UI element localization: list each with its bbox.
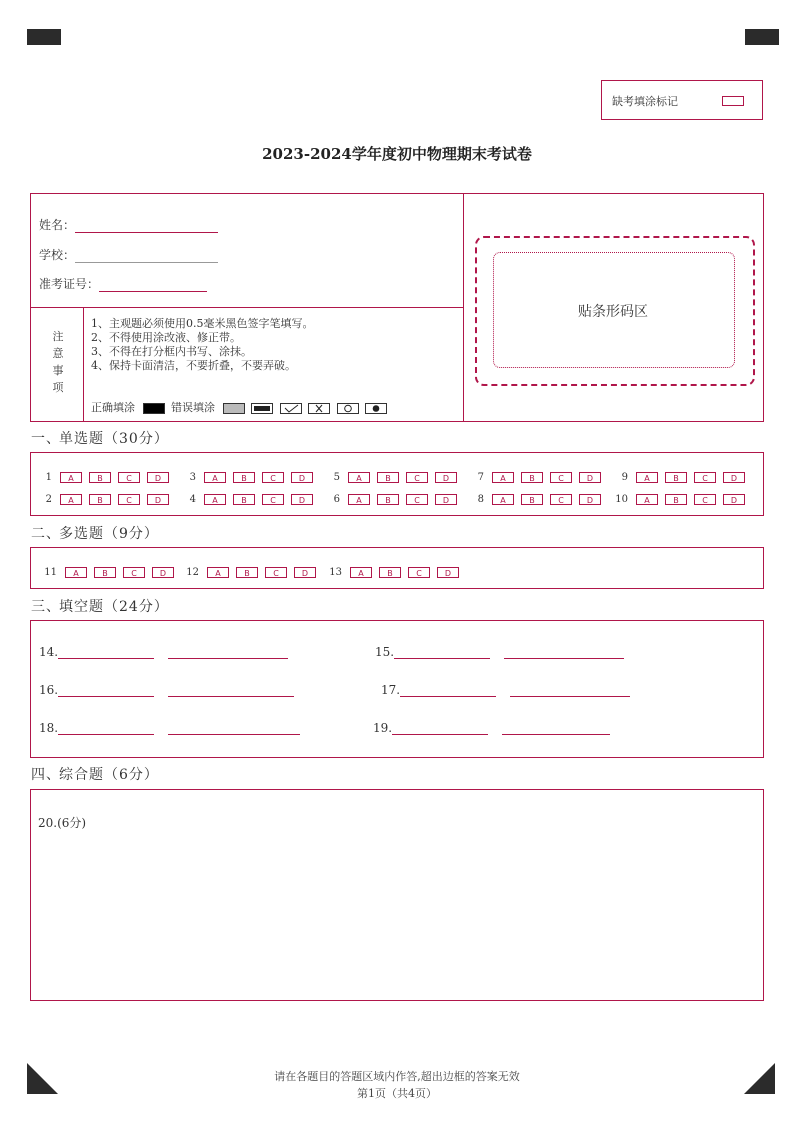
- fill-question: [381, 683, 630, 697]
- option-d[interactable]: D: [723, 494, 745, 505]
- section-multi-title: [31, 523, 159, 543]
- option-c[interactable]: C: [408, 567, 430, 578]
- notice-item: 4、保持卡面清洁，不要折叠，不要弄破。: [91, 359, 296, 372]
- answer-line[interactable]: [168, 646, 288, 659]
- notice-side-char: 注: [52, 330, 64, 343]
- notice-item: 2、不得使用涂改液、修正带。: [91, 331, 241, 344]
- option-a[interactable]: A: [636, 494, 658, 505]
- option-b[interactable]: B: [233, 494, 255, 505]
- question-number: 2: [45, 494, 52, 505]
- option-b[interactable]: B: [665, 494, 687, 505]
- question-number: 3: [189, 472, 196, 483]
- section-fill-label: 填空题（24分）: [59, 599, 169, 615]
- multi-choice-box: [30, 547, 764, 589]
- absent-mark-label: 缺考填涂标记: [612, 95, 678, 108]
- footer-instruction: 请在各题目的答题区域内作答,超出边框的答案无效: [274, 1070, 520, 1083]
- question-row: [44, 489, 176, 508]
- option-b[interactable]: B: [233, 472, 255, 483]
- question-row: [44, 467, 176, 486]
- page-number: 第1页（共4页）: [357, 1087, 437, 1100]
- option-c[interactable]: C: [406, 472, 428, 483]
- option-b[interactable]: B: [521, 494, 543, 505]
- section-single-title: [31, 428, 169, 448]
- fill-question: [39, 683, 294, 697]
- option-b[interactable]: B: [94, 567, 116, 578]
- answer-line[interactable]: [58, 646, 154, 659]
- option-a[interactable]: A: [492, 494, 514, 505]
- option-a[interactable]: A: [492, 472, 514, 483]
- question-row: [332, 467, 464, 486]
- option-b[interactable]: B: [89, 494, 111, 505]
- question-number: 18.: [39, 721, 59, 735]
- question-row: [188, 467, 320, 486]
- answer-line[interactable]: [394, 646, 490, 659]
- option-a[interactable]: A: [636, 472, 658, 483]
- notice-side-divider: [83, 308, 84, 421]
- question-row: [328, 562, 466, 581]
- fill-question: [375, 645, 624, 659]
- question-number: 9: [621, 472, 628, 483]
- answer-line[interactable]: [502, 722, 610, 735]
- section-multi-num: 二、: [31, 526, 61, 542]
- option-b[interactable]: B: [377, 494, 399, 505]
- header-divider-horizontal: [31, 307, 463, 308]
- question-row: [332, 489, 464, 508]
- name-label: 姓名：: [39, 218, 76, 232]
- section-comprehensive-title: [31, 764, 159, 784]
- option-c[interactable]: C: [262, 472, 284, 483]
- question-number: 10: [615, 494, 628, 505]
- wrong-fill-check-sample: [280, 403, 302, 414]
- answer-line[interactable]: [504, 646, 624, 659]
- question-number: 14.: [39, 645, 59, 659]
- comprehensive-answer-box[interactable]: [30, 789, 764, 1001]
- wrong-fill-grey-sample: [223, 403, 245, 414]
- option-d[interactable]: D: [294, 567, 316, 578]
- answer-line[interactable]: [510, 684, 630, 697]
- option-d[interactable]: D: [435, 472, 457, 483]
- question-number: 6: [333, 494, 340, 505]
- notice-side-label: [48, 328, 68, 396]
- option-c[interactable]: C: [118, 472, 140, 483]
- section-single-num: 一、: [31, 431, 61, 447]
- answer-line[interactable]: [58, 684, 154, 697]
- exam-id-label: 准考证号：: [39, 277, 100, 291]
- school-field: [39, 246, 218, 263]
- option-b[interactable]: B: [89, 472, 111, 483]
- answer-line[interactable]: [392, 722, 488, 735]
- option-a[interactable]: A: [348, 494, 370, 505]
- header-info-box: [30, 193, 764, 422]
- wrong-fill-dot-sample: [365, 403, 387, 414]
- option-a[interactable]: A: [65, 567, 87, 578]
- option-b[interactable]: B: [379, 567, 401, 578]
- question-number: 4: [189, 494, 196, 505]
- question-number: 17.: [381, 683, 401, 697]
- option-d[interactable]: D: [147, 472, 169, 483]
- option-c[interactable]: C: [262, 494, 284, 505]
- fill-blank-box: [30, 620, 764, 758]
- section-comprehensive-label: 综合题（6分）: [59, 767, 159, 783]
- option-a[interactable]: A: [204, 472, 226, 483]
- option-a[interactable]: A: [207, 567, 229, 578]
- answer-line[interactable]: [400, 684, 496, 697]
- notice-side-char: 项: [52, 381, 64, 394]
- page-title: 2023-2024学年度初中物理期末考试卷: [262, 145, 532, 163]
- option-d[interactable]: D: [291, 494, 313, 505]
- question-number: 5: [333, 472, 340, 483]
- option-c[interactable]: C: [550, 472, 572, 483]
- answer-line[interactable]: [168, 684, 294, 697]
- question-row: [43, 562, 181, 581]
- question-row: [185, 562, 323, 581]
- question-number: 15.: [375, 645, 395, 659]
- school-line[interactable]: [75, 250, 218, 263]
- option-c[interactable]: C: [123, 567, 145, 578]
- wrong-fill-circle-sample: [337, 403, 359, 414]
- school-label: 学校：: [39, 248, 76, 262]
- option-a[interactable]: A: [60, 472, 82, 483]
- option-d[interactable]: D: [291, 472, 313, 483]
- option-c[interactable]: C: [694, 494, 716, 505]
- corner-mark-top-right: [745, 29, 779, 45]
- correct-fill-sample: [143, 403, 165, 414]
- correct-fill-label: 正确填涂: [91, 401, 135, 414]
- option-a[interactable]: A: [60, 494, 82, 505]
- question-number: 1: [45, 472, 52, 483]
- absent-mark-box: [601, 80, 763, 120]
- notice-side-char: 事: [52, 364, 64, 377]
- option-a[interactable]: A: [350, 567, 372, 578]
- question-number: 8: [477, 494, 484, 505]
- option-b[interactable]: B: [521, 472, 543, 483]
- corner-mark-top-left: [27, 29, 61, 45]
- question-number: 20.(6分): [38, 816, 87, 830]
- option-d[interactable]: D: [579, 472, 601, 483]
- question-number: 7: [477, 472, 484, 483]
- option-c[interactable]: C: [694, 472, 716, 483]
- barcode-label: 贴条形码区: [578, 304, 648, 320]
- option-d[interactable]: D: [147, 494, 169, 505]
- section-fill-title: [31, 596, 169, 616]
- option-b[interactable]: B: [665, 472, 687, 483]
- name-field: [39, 216, 218, 233]
- single-choice-box: [30, 452, 764, 516]
- fill-question: [39, 721, 300, 735]
- option-d[interactable]: D: [437, 567, 459, 578]
- section-comprehensive-num: 四、: [31, 767, 61, 783]
- answer-line[interactable]: [168, 722, 300, 735]
- question-row: [614, 489, 752, 508]
- section-single-label: 单选题（30分）: [59, 431, 169, 447]
- fill-question: [39, 645, 288, 659]
- exam-id-line[interactable]: [99, 279, 207, 292]
- option-d[interactable]: D: [435, 494, 457, 505]
- option-d[interactable]: D: [723, 472, 745, 483]
- option-c[interactable]: C: [118, 494, 140, 505]
- wrong-fill-label: 错误填涂: [171, 401, 215, 414]
- wrong-fill-cross-sample: [308, 403, 330, 414]
- answer-line[interactable]: [58, 722, 154, 735]
- header-divider-vertical: [463, 194, 464, 421]
- question-number: 13: [329, 567, 342, 578]
- question-row: [476, 489, 608, 508]
- question-number: 16.: [39, 683, 59, 697]
- option-a[interactable]: A: [204, 494, 226, 505]
- notice-item: 3、不得在打分框内书写、涂抹。: [91, 345, 252, 358]
- option-d[interactable]: D: [152, 567, 174, 578]
- question-row: [476, 467, 608, 486]
- question-row: [188, 489, 320, 508]
- section-fill-num: 三、: [31, 599, 61, 615]
- section-multi-label: 多选题（9分）: [59, 526, 159, 542]
- notice-list: [91, 317, 314, 373]
- option-b[interactable]: B: [377, 472, 399, 483]
- notice-side-char: 意: [52, 347, 64, 360]
- question-number: 12: [186, 567, 199, 578]
- notice-item: 1、主观题必须使用0.5毫米黑色签字笔填写。: [91, 317, 314, 330]
- question-number: 11: [44, 567, 57, 578]
- option-c[interactable]: C: [265, 567, 287, 578]
- option-c[interactable]: C: [406, 494, 428, 505]
- question-number: 19.: [373, 721, 393, 735]
- fill-question: [373, 721, 610, 735]
- question-row: [614, 467, 752, 486]
- name-line[interactable]: [75, 220, 218, 233]
- fill-example-row: [91, 399, 390, 415]
- exam-id-field: [39, 275, 207, 292]
- absent-mark-bubble[interactable]: [722, 96, 744, 106]
- option-a[interactable]: A: [348, 472, 370, 483]
- wrong-fill-bar-sample: [251, 403, 273, 414]
- option-c[interactable]: C: [550, 494, 572, 505]
- option-b[interactable]: B: [236, 567, 258, 578]
- option-d[interactable]: D: [579, 494, 601, 505]
